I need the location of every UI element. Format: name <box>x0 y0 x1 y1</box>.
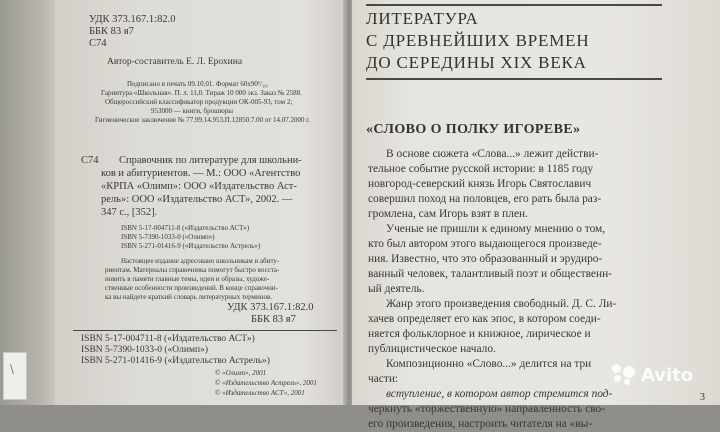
udk-top: УДК 373.167.1:82.0 <box>89 14 176 25</box>
isbn-line: ISBN 5-7390-1033-0 («Олимп») <box>121 233 215 241</box>
annotation-line: новить в памяти главные темы, идеи и образы, художе- <box>105 275 270 283</box>
compiler-line: Автор-составитель Е. Л. Ерохина <box>107 57 243 67</box>
price-sticker <box>3 352 27 400</box>
print-line: Общероссийский классификатор продукции ОК-005-93, том 2; <box>105 98 293 106</box>
annotation-line: ственные особенности произведений. В конце справочни- <box>105 284 278 292</box>
isbn-line: ISBN 5-17-004711-8 («Издательство АСТ») <box>121 224 250 232</box>
bbk-bottom: ББК 83 я7 <box>251 314 296 325</box>
separator-line <box>73 330 337 331</box>
body-line: няется фольклорное и книжное, лирическое и <box>368 328 591 340</box>
bib-line: «КРПА «Олимп»: ООО «Издательство Аст- <box>101 181 297 192</box>
body-line: кто был автором этого выдающегося произведе- <box>368 238 602 250</box>
isbn-line: ISBN 5-7390-1033-0 («Олимп») <box>81 345 208 355</box>
body-line: тельное событие русской истории: в 1185 году <box>368 163 594 175</box>
body-line: совершил поход на половцев, его рать была раз- <box>368 193 602 205</box>
bib-line: ков и абитуриентов. — М.: ООО «Агентство <box>101 168 301 179</box>
page-number: 3 <box>700 392 705 403</box>
body-line: черкнуть «торжественную» направленность сво- <box>368 403 606 415</box>
body-line: Ученые не пришли к единому мнению о том, <box>386 223 606 235</box>
avito-wordmark: Avito <box>641 364 694 386</box>
heading-rule-top <box>366 4 662 6</box>
udk-bottom: УДК 373.167.1:82.0 <box>227 302 314 313</box>
isbn-line: ISBN 5-271-01416-9 («Издательство Астрель») <box>81 356 270 366</box>
code-bib: С74 <box>81 155 99 166</box>
bib-line: 347 с., [352]. <box>101 207 158 218</box>
heading-line: ЛИТЕРАТУРА <box>366 9 479 28</box>
heading-rule-bottom <box>366 78 662 80</box>
code-top: С74 <box>89 38 107 49</box>
isbn-line: ISBN 5-17-004711-8 («Издательство АСТ») <box>81 334 255 344</box>
bib-line: рель»: ООО «Издательство АСТ», 2002. — <box>101 194 293 205</box>
right-page <box>352 0 720 430</box>
heading-line: ДО СЕРЕДИНЫ XIX ВЕКА <box>366 53 587 72</box>
body-line: публицистическое начало. <box>368 343 496 355</box>
body-line: ванный человек, талантливый поэт и общественн- <box>368 268 612 280</box>
body-line: хачев определяет его как эпос, в котором соеди- <box>368 313 601 325</box>
left-page <box>55 0 347 405</box>
annotation-line: ка вы найдете краткий словарь литературных терминов. <box>105 293 273 301</box>
body-line: Композиционно «Слово...» делится на три <box>386 358 592 370</box>
body-line: громлена, сам Игорь взят в плен. <box>368 208 528 220</box>
sticker-glyph: \ <box>10 361 14 377</box>
body-line: вступление, в котором автор стремится под- <box>386 388 613 400</box>
avito-watermark <box>612 364 693 386</box>
previous-pages-edge <box>0 0 55 405</box>
copyright-line: © «Издательство АСТ», 2001 <box>215 389 305 397</box>
avito-logo-icon <box>612 364 636 386</box>
bbk-top: ББК 83 я7 <box>89 26 134 37</box>
annotation-line: Настоящее издание адресовано школьникам и абиту- <box>121 257 280 265</box>
copyright-line: © «Издательство Астрель», 2001 <box>215 379 317 387</box>
print-line: Гарнитура «Школьная». П. л. 11,0. Тираж 10 000 экз. Заказ № 2588. <box>101 89 302 97</box>
body-line: В основе сюжета «Слова...» лежит действи- <box>386 148 599 160</box>
body-line: Жанр этого произведения свободный. Д. С. Ли- <box>386 298 617 310</box>
print-line: Гигиеническое заключение № 77.99.14.953.П.12850.7.00 от 14.07.2000 г. <box>95 116 311 124</box>
copyright-line: © «Олимп», 2001 <box>215 369 267 377</box>
heading-line: С ДРЕВНЕЙШИХ ВРЕМЕН <box>366 31 590 50</box>
print-line: 953000 — книги, брошюры <box>151 107 233 115</box>
isbn-line: ISBN 5-271-01416-9 («Издательство Астрель») <box>121 242 261 250</box>
body-line: части: <box>368 373 399 385</box>
body-line: его произведения, настроить читателя на «вы- <box>368 418 593 430</box>
body-line: новгород-северский князь Игорь Святославич <box>368 178 592 190</box>
body-line: ния. Известно, что это образованный и эрудиро- <box>368 253 603 265</box>
annotation-line: риентам. Материалы справочника помогут быстро восста- <box>105 266 280 274</box>
body-line: ый деятель. <box>368 283 425 295</box>
bib-line: Справочник по литературе для школьни- <box>119 155 302 166</box>
section-title: «СЛОВО О ПОЛКУ ИГОРЕВЕ» <box>366 122 581 137</box>
print-line: Подписано в печать 09.10.01. Формат 60х90¹/₁₆. <box>127 80 269 88</box>
